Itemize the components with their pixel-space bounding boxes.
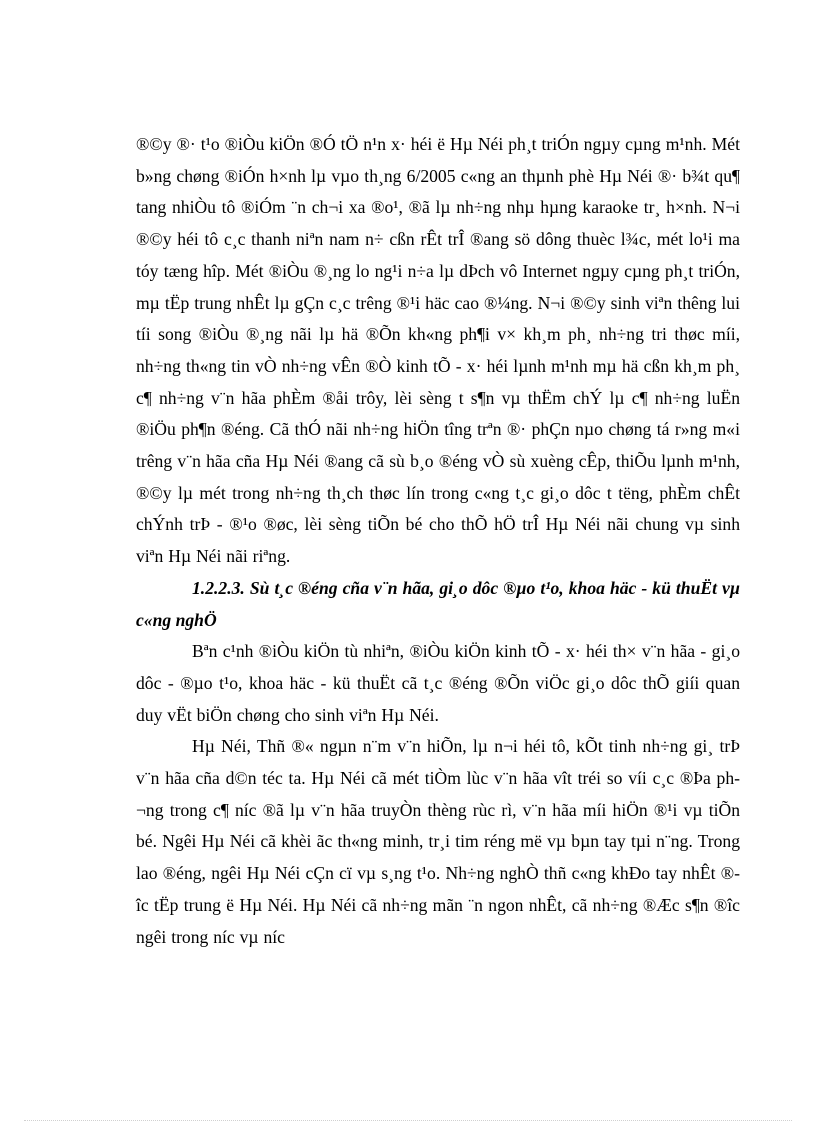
body-paragraph-1: ®©y ®· t¹o ®iÒu kiÖn ®Ó tÖ n¹n x· héi ë Hµ Néi ph¸t triÓn ngµy cµng m¹nh. Mét b»ng chøng ®iÓn h×nh lµ vµo th¸ng 6/2005 c«ng an thµnh phè Hµ Néi ®· b¾t qu¶ tang nhiÒu tô ®iÓm ¨n ch¬i xa ®o¹, ®ã lµ nh÷ng nhµ hµng karaoke tr¸ h×nh. N¬i ®©y héi tô c¸c thanh niªn nam n÷ cßn rÊt trÎ ®ang sö dông thuèc l¾c, mét lo¹i ma tóy tæng hîp. Mét ®iÒu ®¸ng lo ng¹i n÷a lµ dÞch vô Internet ngµy cµng ph¸t triÓn, mµ tËp trung nhÊt lµ gÇn c¸c trêng ®¹i häc cao ®¼ng. N¬i ®©y sinh viªn thêng lui tíi song ®iÒu ®¸ng nãi lµ hä ®Õn kh«ng ph¶i v× kh¸m ph¸ nh÷ng tri thøc míi, nh÷ng th«ng tin vÒ nh÷ng vÊn ®Ò kinh tÕ - x· héi lµnh m¹nh mµ hä cßn kh¸m ph¸ c¶ nh÷ng v¨n hãa phÈm ®åi trôy, lèi sèng t s¶n vµ thËm chÝ lµ c¶ nh÷ng luËn ®iÖu ph¶n ®éng. Cã thÓ nãi nh÷ng hiÖn tîng trªn ®· phÇn nµo chøng tá r»ng m«i trêng v¨n hãa cña Hµ Néi ®ang cã sù b¸o ®éng vÒ sù xuèng cÊp, thiÕu lµnh m¹nh, ®©y lµ mét trong nh÷ng th¸ch thøc lín trong c«ng t¸c gi¸o dôc t tëng, phÈm chÊt chÝnh trÞ - ®¹o ®øc, lèi sèng tiÕn bé cho thÕ hÖ trÎ Hµ Néi nãi chung vµ sinh viªn Hµ Néi nãi riªng. (136, 134, 740, 567)
body-paragraph-2: Bªn c¹nh ®iÒu kiÖn tù nhiªn, ®iÒu kiÖn kinh tÕ - x· héi th× v¨n hãa - gi¸o dôc - ®µo t¹o, khoa häc - kü thuËt cã t¸c ®éng ®Õn viÖc gi¸o dôc thÕ giíi quan duy vËt biÖn chøng cho sinh viªn Hµ Néi. (136, 641, 740, 725)
page-body (136, 129, 740, 953)
page-bottom-rule (24, 1120, 792, 1121)
body-paragraph-3: Hµ Néi, Thñ ®« ngµn n¨m v¨n hiÕn, lµ n¬i héi tô, kÕt tinh nh÷ng gi¸ trÞ v¨n hãa cña d©n téc ta. Hµ Néi cã mét tiÒm lùc v¨n hãa vît tréi so víi c¸c ®Þa ph¬ng trong c¶ níc ®ã lµ v¨n hãa truyÒn thèng rùc rì, v¨n hãa míi hiÖn ®¹i vµ tiÕn bé. Ngêi Hµ Néi cã khèi ãc th«ng minh, tr¸i tim réng më vµ bµn tay tµi n¨ng. Trong lao ®éng, ngêi Hµ Néi cÇn cï vµ s¸ng t¹o. Nh÷ng nghÒ thñ c«ng khÐo tay nhÊt ®îc tËp trung ë Hµ Néi. Hµ Néi cã nh÷ng mãn ¨n ngon nhÊt, cã nh÷ng ®Æc s¶n ®îc ngêi trong níc vµ níc (136, 736, 740, 947)
section-heading: 1.2.2.3. Sù t¸c ®éng cña v¨n hãa, gi¸o dôc ®µo t¹o, khoa häc - kü thuËt vµ c«ng nghÖ (136, 577, 740, 630)
